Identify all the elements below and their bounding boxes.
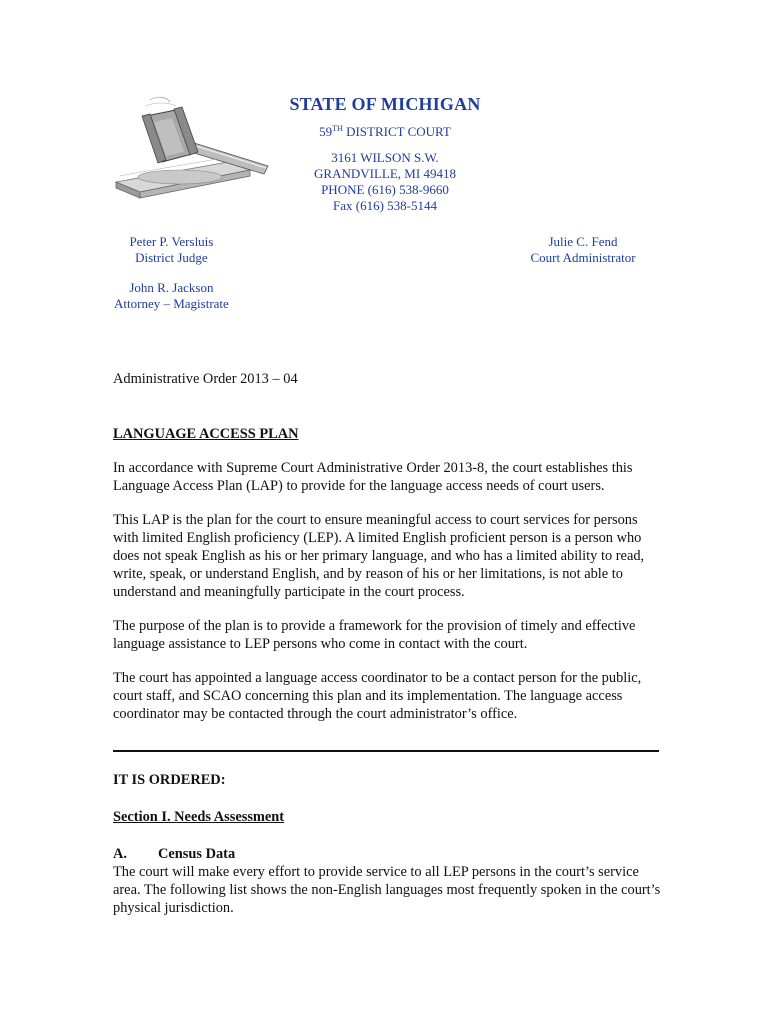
court-number-suffix: TH xyxy=(332,124,343,133)
plan-heading: LANGUAGE ACCESS PLAN xyxy=(113,426,299,442)
administrator-name: Julie C. Fend xyxy=(548,234,618,249)
horizontal-divider xyxy=(113,750,659,752)
judge-block xyxy=(114,234,229,266)
administrator-title: Court Administrator xyxy=(530,250,636,265)
subsection-heading xyxy=(113,845,661,863)
order-number: Administrative Order 2013 – 04 xyxy=(113,371,298,387)
officials-right xyxy=(520,234,646,266)
subsection-letter: A. xyxy=(113,846,127,862)
judge-name: Peter P. Versluis xyxy=(129,234,214,249)
magistrate-block xyxy=(114,280,229,312)
phone-line: PHONE (616) 538-9660 xyxy=(321,182,449,197)
document-body xyxy=(113,370,661,723)
address-line-1: 3161 WILSON S.W. xyxy=(331,150,439,165)
magistrate-name: John R. Jackson xyxy=(129,280,214,295)
address-line-2: GRANDVILLE, MI 49418 xyxy=(314,166,456,181)
paragraph-3: The purpose of the plan is to provide a framework for the provision of timely and effective language assistance to LEP persons who come in contact with the court. xyxy=(113,618,636,652)
court-number: 59 xyxy=(319,124,333,139)
paragraph-2: This LAP is the plan for the court to ensure meaningful access to court services for persons with limited English proficiency (LEP). A limited English proficient person is a person who does not speak English as his or her primary language, and who has a limited ability to read, write, speak, or understand English, and by reason of his or her limitations, is not able to understand and meaningfully participate in the court process. xyxy=(113,512,645,600)
subsection-title: Census Data xyxy=(158,846,236,862)
judge-title: District Judge xyxy=(135,250,208,265)
gavel-icon xyxy=(110,92,275,202)
court-name xyxy=(270,124,500,140)
ordered-heading: IT IS ORDERED: xyxy=(113,772,226,788)
paragraph-1: In accordance with Supreme Court Administrative Order 2013-8, the court establishes this Language Access Plan (LAP) to provide for the language access needs of court users. xyxy=(113,460,633,494)
fax-line: Fax (616) 538-5144 xyxy=(333,198,437,213)
court-name-text: DISTRICT COURT xyxy=(346,124,451,139)
court-address xyxy=(270,150,500,214)
order-section xyxy=(113,771,661,917)
section-heading: Section I. Needs Assessment xyxy=(113,809,285,825)
officials-left xyxy=(114,234,229,312)
census-paragraph: The court will make every effort to provide service to all LEP persons in the court’s service area. The following list shows the non-English languages most frequently spoken in the court’s physical jurisdiction. xyxy=(113,864,661,916)
court-state-title: STATE OF MICHIGAN xyxy=(289,94,481,114)
letterhead xyxy=(270,92,500,214)
magistrate-title: Attorney – Magistrate xyxy=(114,296,229,311)
paragraph-4: The court has appointed a language access coordinator to be a contact person for the public, court staff, and SCAO concerning this plan and its implementation. The language access coordinator may be contacted through the court administrator’s office. xyxy=(113,670,642,722)
